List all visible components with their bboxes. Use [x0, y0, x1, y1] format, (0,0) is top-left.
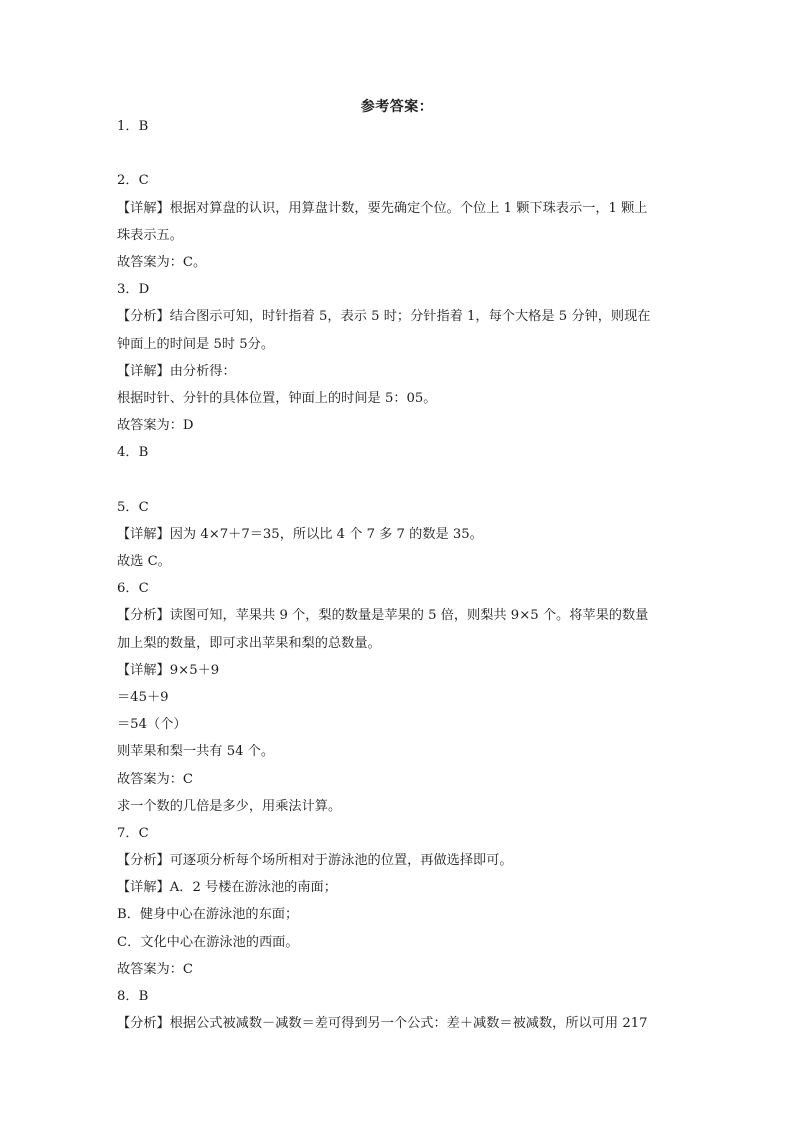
answer-line: 珠表示五。 — [117, 227, 183, 243]
answer-line: 【分析】结合图示可知，时针指着 5，表示 5 时；分针指着 1，每个大格是 5 分钟，则现在 — [117, 309, 651, 325]
answer-line: 【详解】因为 4×7＋7＝35，所以比 4 个 7 多 7 的数是 35。 — [117, 526, 483, 542]
answer-lines — [117, 113, 685, 1037]
answer-line: 7．C — [117, 825, 149, 841]
answer-line: 故选 C。 — [117, 554, 171, 569]
answer-line: 3．D — [117, 282, 150, 298]
answer-line: 2．C — [117, 173, 149, 189]
answer-line: 1．B — [117, 119, 149, 134]
answer-line: 加上梨的数量，即可求出苹果和梨的总数量。 — [117, 635, 381, 651]
answer-line: 【详解】A．2 号楼在游泳池的南面； — [117, 880, 337, 896]
blank-line — [117, 140, 685, 167]
answer-line: ＝54（个） — [117, 717, 187, 733]
answer-line: B．健身中心在游泳池的东面； — [117, 907, 299, 923]
answer-line: 6．C — [117, 581, 149, 597]
answer-line: 5．C — [117, 499, 149, 515]
answer-line: 8．B — [117, 989, 149, 1004]
answer-line: 【分析】可逐项分析每个场所相对于游泳池的位置，再做选择即可。 — [117, 853, 513, 869]
answer-line: 4．B — [117, 445, 149, 461]
blank-line — [117, 466, 685, 493]
answer-line: 故答案为：C — [117, 961, 194, 977]
answer-line: 故答案为：C。 — [117, 254, 207, 270]
answer-line: 求一个数的几倍是多少，用乘法计算。 — [117, 798, 342, 814]
answer-line: 【详解】根据对算盘的认识，用算盘计数，要先确定个位。个位上 1 颗下珠表示一，1 颗上 — [117, 200, 648, 216]
answer-line: ＝45＋9 — [117, 689, 169, 705]
page-title: 参考答案： — [360, 99, 434, 115]
answer-line: 钟面上的时间是 5时 5分。 — [117, 336, 275, 352]
answer-line: 【分析】读图可知，苹果共 9 个，梨的数量是苹果的 5 倍，则梨共 9×5 个。将苹果的数量 — [117, 608, 649, 624]
answer-line: 【详解】9×5＋9 — [117, 662, 220, 678]
answer-line: C．文化中心在游泳池的西面。 — [117, 934, 299, 950]
answer-line: 【分析】根据公式被减数－减数＝差可得到另一个公式：差＋减数＝被减数，所以可用 217 — [117, 1016, 648, 1032]
answer-line: 【详解】由分析得： — [117, 363, 236, 379]
answer-line: 则苹果和梨一共有 54 个。 — [117, 744, 275, 760]
answer-line: 根据时针、分针的具体位置，钟面上的时间是 5：05。 — [117, 390, 437, 406]
answer-line: 故答案为：C — [117, 771, 194, 787]
answer-line: 故答案为：D — [117, 418, 194, 434]
